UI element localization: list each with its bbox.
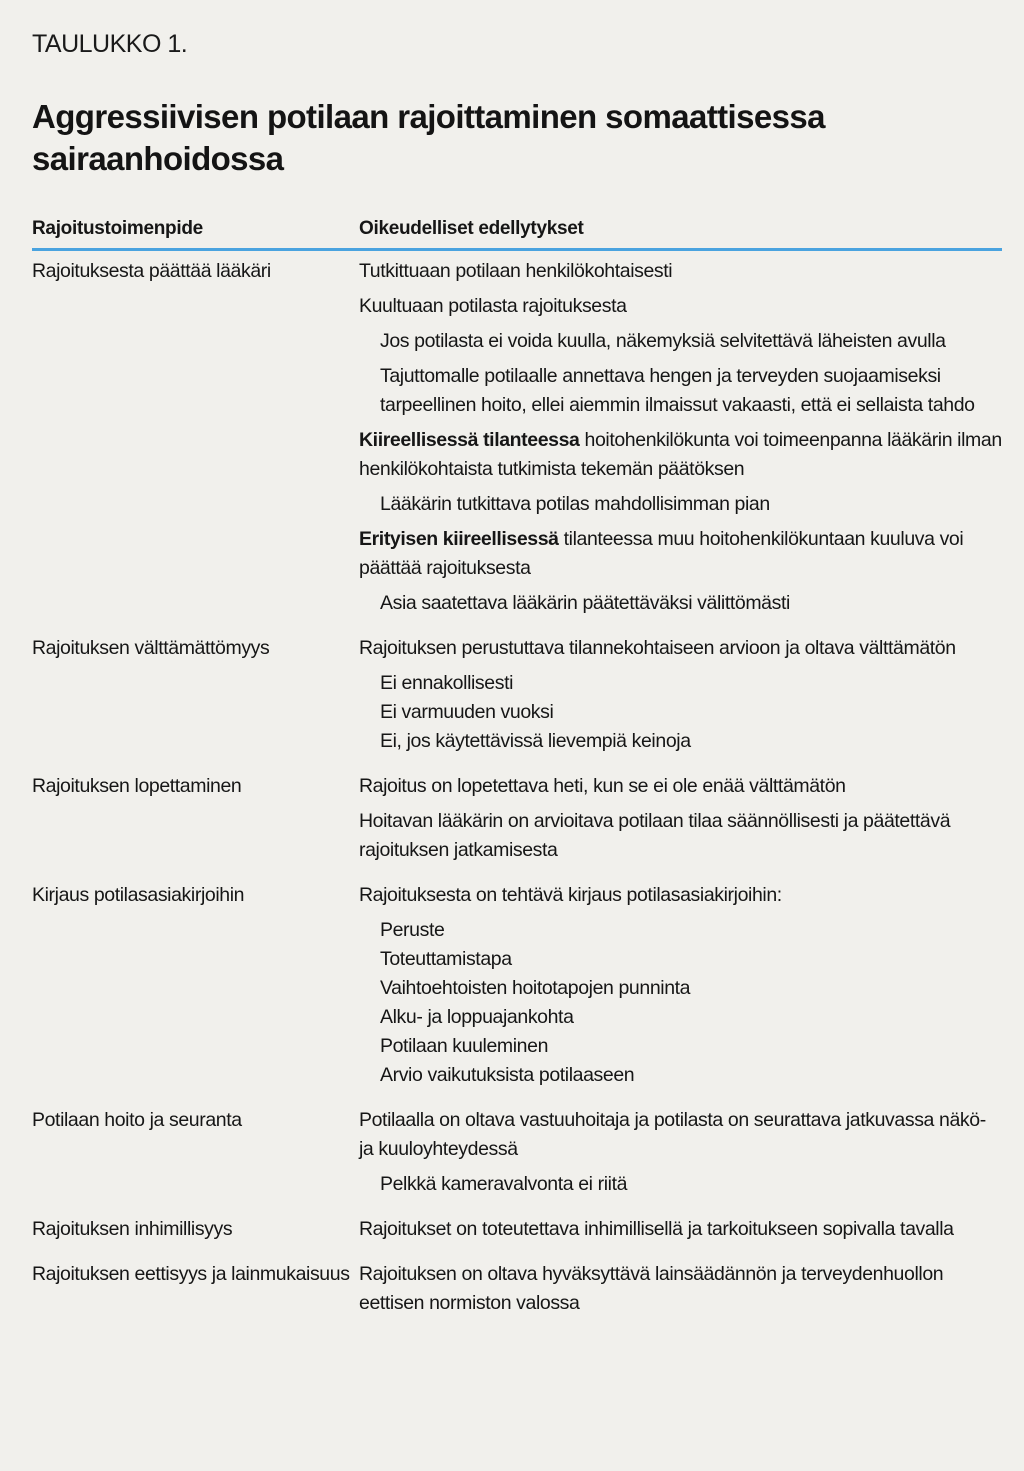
- measure-cell: Rajoituksen eettisyys ja lainmukaisuus: [32, 1263, 350, 1285]
- condition-item: Rajoituksen on oltava hyväksyttävä lainsäädännön ja terveydenhuollon eettisen normiston valossa: [359, 1263, 944, 1314]
- table-row: [32, 1215, 1002, 1250]
- condition-item: [359, 525, 1002, 583]
- condition-subitem: Alku- ja loppuajankohta: [380, 1006, 574, 1028]
- table-header: [32, 216, 1002, 251]
- conditions-cell: [359, 1260, 1002, 1324]
- condition-subitem: Ei, jos käytettävissä lievempiä keinoja: [380, 730, 691, 752]
- condition-subitem: Potilaan kuuleminen: [380, 1035, 549, 1057]
- condition-text: tilanteessa muu hoitohenkilökuntaan kuuluva voi päättää rajoituksesta: [359, 528, 964, 579]
- condition-item: Potilaalla on oltava vastuuhoitaja ja potilasta on seurattava jatkuvassa näkö- ja kuuloyhteydessä: [359, 1109, 986, 1160]
- measure-cell: Potilaan hoito ja seuranta: [32, 1109, 242, 1131]
- condition-item: Hoitavan lääkärin on arvioitava potilaan tilaa säännöllisesti ja päätettävä rajoituksen jatkamisesta: [359, 810, 951, 861]
- condition-subitem: Arvio vaikutuksista potilaaseen: [380, 1064, 635, 1086]
- table-label: TAULUKKO 1.: [32, 30, 188, 58]
- condition-item: [359, 426, 1002, 484]
- condition-subitem: Ei ennakollisesti: [380, 672, 514, 694]
- condition-item: Tutkittuaan potilaan henkilökohtaisesti: [359, 260, 673, 282]
- measure-cell: Rajoituksesta päättää lääkäri: [32, 260, 271, 282]
- column-header-conditions: Oikeudelliset edellytykset: [359, 218, 584, 239]
- condition-text: hoitohenkilökunta voi toimeenpanna lääkärin ilman henkilökohtaista tutkimista tekemän päätöksen: [359, 429, 1002, 480]
- table-row: [32, 772, 1002, 871]
- table-row: [32, 881, 1002, 1096]
- table-row: [32, 1106, 1002, 1205]
- condition-item: Rajoituksen perustuttava tilannekohtaiseen arvioon ja oltava välttämätön: [359, 637, 956, 659]
- condition-subitem: Tajuttomalle potilaalle annettava hengen ja terveyden suojaamiseksi tarpeellinen hoito, ellei aiemmin ilmaissut vakaasti, että ei sellaista tahdo: [380, 365, 975, 416]
- condition-emphasis: Erityisen kiireellisessä: [359, 528, 559, 550]
- condition-subitem: Lääkärin tutkittava potilas mahdollisimman pian: [380, 493, 770, 515]
- conditions-cell: [359, 772, 1002, 871]
- table-title: Aggressiivisen potilaan rajoittaminen somaattisessa sairaanhoidossa: [32, 98, 825, 177]
- table-body: [32, 257, 1002, 1334]
- condition-emphasis: Kiireellisessä tilanteessa: [359, 429, 580, 451]
- table-row: [32, 257, 1002, 624]
- column-header-measure: Rajoitustoimenpide: [32, 218, 203, 239]
- condition-subitem: Ei varmuuden vuoksi: [380, 701, 554, 723]
- condition-item: Rajoitukset on toteutettava inhimillisellä ja tarkoitukseen sopivalla tavalla: [359, 1218, 954, 1240]
- condition-subitem: Pelkkä kameravalvonta ei riitä: [380, 1173, 628, 1195]
- measure-cell: Rajoituksen välttämättömyys: [32, 637, 270, 659]
- condition-subitem: Vaihtoehtoisten hoitotapojen punninta: [380, 977, 691, 999]
- table-row: [32, 634, 1002, 762]
- conditions-cell: [359, 634, 1002, 762]
- measure-cell: Kirjaus potilasasiakirjoihin: [32, 884, 245, 906]
- conditions-cell: [359, 1215, 1002, 1250]
- condition-subitem: Toteuttamistapa: [380, 948, 512, 970]
- condition-subitem: Jos potilasta ei voida kuulla, näkemyksiä selvitettävä läheisten avulla: [380, 330, 946, 352]
- conditions-cell: [359, 881, 1002, 1096]
- condition-subitem: Peruste: [380, 919, 445, 941]
- condition-item: Rajoitus on lopetettava heti, kun se ei ole enää välttämätön: [359, 775, 846, 797]
- condition-item: Rajoituksesta on tehtävä kirjaus potilasasiakirjoihin:: [359, 884, 782, 906]
- table-row: [32, 1260, 1002, 1324]
- conditions-cell: [359, 1106, 1002, 1205]
- measure-cell: Rajoituksen lopettaminen: [32, 775, 242, 797]
- condition-subitem: Asia saatettava lääkärin päätettäväksi välittömästi: [380, 592, 790, 614]
- conditions-cell: [359, 257, 1002, 624]
- condition-item: Kuultuaan potilasta rajoituksesta: [359, 295, 627, 317]
- measure-cell: Rajoituksen inhimillisyys: [32, 1218, 233, 1240]
